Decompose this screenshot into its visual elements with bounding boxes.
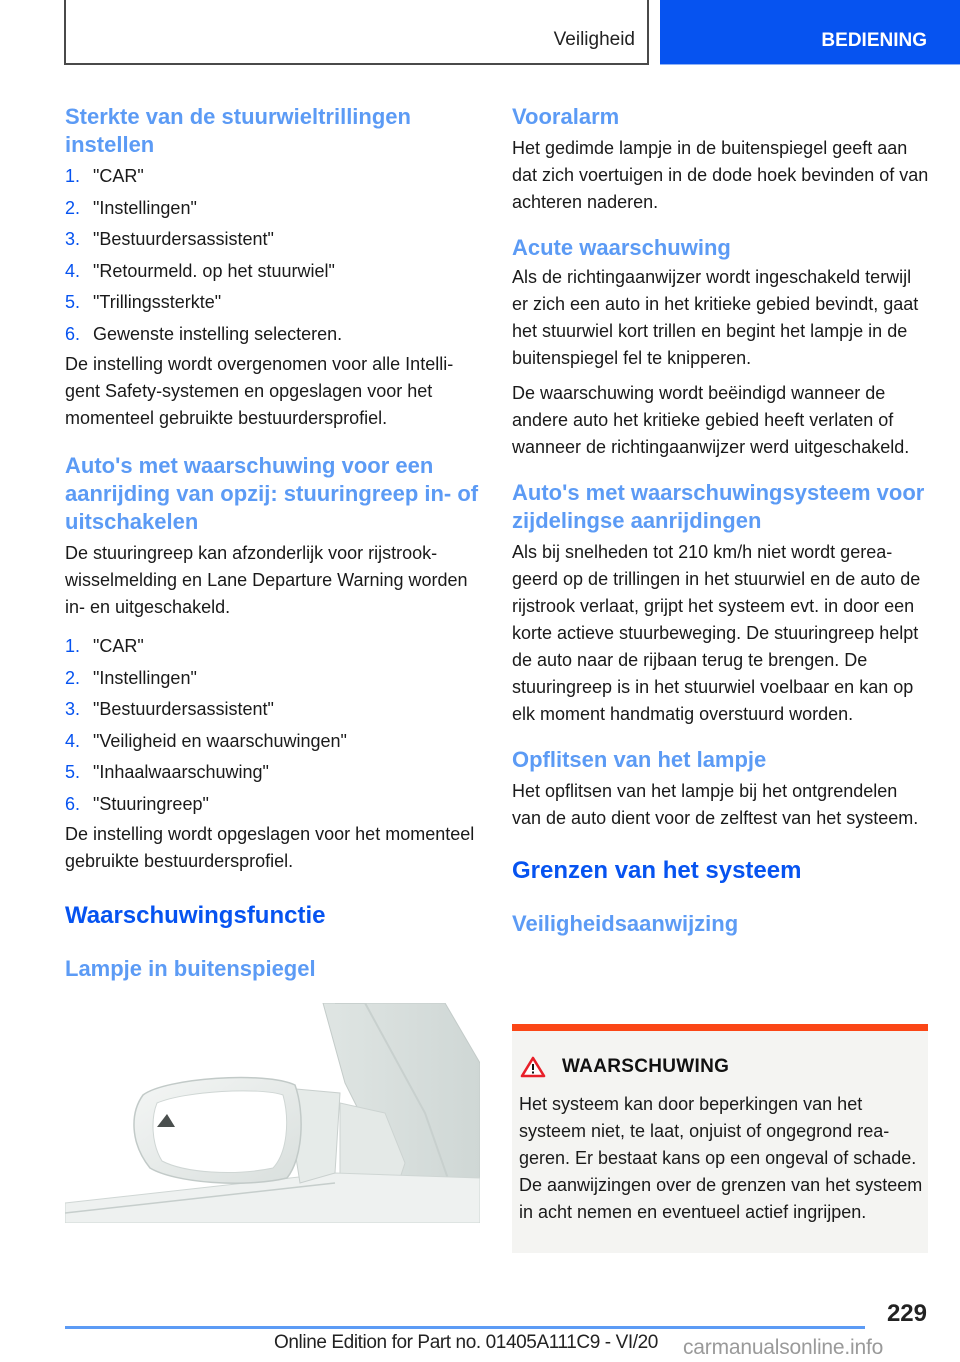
warning-header <box>520 1056 729 1078</box>
step-item: 4. "Veiligheid en waarschuwingen" <box>65 730 347 751</box>
watermark: carmanualsonline.info <box>683 1336 884 1359</box>
steering-intro: De stuuringreep kan afzonderlijk voor rijstrookwisselmelding en Lane Departure Warning worden in- en uitgeschakeld. <box>65 543 468 617</box>
pre-warning-text: Het gedimde lampje in de buitenspiegel geeft aan dat zich voertuigen in de dode hoek bevinden of van achteren naderen. <box>512 138 929 212</box>
acute-warning-text-1: Als de richtingaanwijzer wordt ingeschakeld terwijl er zich een auto in het kritieke gebied bevindt, gaat het stuurwiel kort trillen en begint het lampje in de buitenspiegel fel te knipperen. <box>512 267 919 368</box>
step-item: 5. "Inhaalwaarschuwing" <box>65 762 269 782</box>
step-item: 3. "Bestuurdersassistent" <box>65 229 274 249</box>
heading-acute-warning: Acute waarschuwing <box>512 235 731 260</box>
exterior-mirror-image <box>65 1003 480 1223</box>
warning-label: WAARSCHUWING <box>562 1056 730 1077</box>
heading-vibration-strength: Sterkte van de stuurwieltrillingen instellen <box>65 104 411 157</box>
vibration-note: De instelling wordt overgenomen voor alle Intelligent Safety-systemen en opgeslagen voor het momenteel gebruikte bestuurdersprofiel. <box>65 354 454 428</box>
section-tab <box>64 0 649 65</box>
step-item: 3. "Bestuurdersassistent" <box>65 699 274 719</box>
left-column <box>65 103 480 983</box>
step-item: 6. "Stuuringreep" <box>65 793 209 814</box>
heading-safety-note: Veiligheidsaanwijzing <box>512 911 739 936</box>
step-item: 1. "CAR" <box>65 636 144 656</box>
warning-box <box>512 1024 928 1253</box>
heading-mirror-lamp: Lampje in buitenspiegel <box>65 956 316 981</box>
lamp-flash-text: Het opflitsen van het lampje bij het ontgrendelen van de auto dient voor de zelftest van het systeem. <box>512 781 919 828</box>
steering-note: De instelling wordt opgeslagen voor het momenteel gebruikte bestuurdersprofiel. <box>65 824 475 871</box>
acute-warning-text-2: De waarschuwing wordt beëindigd wanneer de andere auto het kritieke gebied heeft verlaten of wanneer de richtingaanwijzer werd uitgeschakeld. <box>512 383 910 457</box>
steps-list-vibration <box>65 161 480 350</box>
heading-steering-intervention: Auto's met waarschuwing voor een aanrijding van opzij: stuuringreep in- of uitschakelen <box>65 453 479 534</box>
heading-pre-warning: Vooralarm <box>512 104 620 129</box>
step-item: 1. "CAR" <box>65 166 144 186</box>
footer-divider <box>65 1326 865 1329</box>
chapter-tab <box>660 0 960 65</box>
side-collision-text: Als bij snelheden tot 210 km/h niet wordt gereageerd op de trillingen in het stuurwiel en de auto de rijstrook verlaat, grijpt het systeem evt. in door een korte actieve stuurbeweging. De stuuringreep helpt de auto naar de rijbaan terug te brengen. De stuuringreep is in het stuurwiel voelbaar en kan op elk moment handmatig overstuurd worden. <box>512 542 921 724</box>
page-number: 229 <box>886 1300 927 1327</box>
chapter-tab-label: BEDIENING <box>821 30 927 51</box>
step-item: 2. "Instellingen" <box>65 197 197 218</box>
step-item: 6. Gewenste instelling selecteren. <box>65 323 343 344</box>
warning-triangle-icon <box>520 1056 546 1078</box>
steps-list-steering <box>65 631 480 820</box>
section-tab-label: Veiligheid <box>553 29 635 50</box>
mirror-illustration <box>65 1003 480 1223</box>
step-item: 5. "Trillingssterkte" <box>65 292 222 312</box>
heading-warning-function: Waarschuwingsfunctie <box>65 902 326 929</box>
step-item: 4. "Retourmeld. op het stuurwiel" <box>65 260 335 281</box>
heading-side-collision: Auto's met waarschuwingsysteem voor zijdelingse aanrijdingen <box>512 480 925 533</box>
edition-info: Online Edition for Part no. 01405A111C9 - VI/20 <box>274 1332 658 1353</box>
warning-text: Het systeem kan door beperkingen van het systeem niet, te laat, onjuist of ongegrond reageren. Er bestaat kans op een ongeval of schade. De aanwijzingen over de grenzen van het systeem in acht nemen en eventueel actief ingrijpen. <box>519 1094 923 1222</box>
right-column <box>512 103 930 938</box>
heading-lamp-flash: Opflitsen van het lampje <box>512 747 767 772</box>
heading-system-limits: Grenzen van het systeem <box>512 857 802 884</box>
step-item: 2. "Instellingen" <box>65 667 197 688</box>
